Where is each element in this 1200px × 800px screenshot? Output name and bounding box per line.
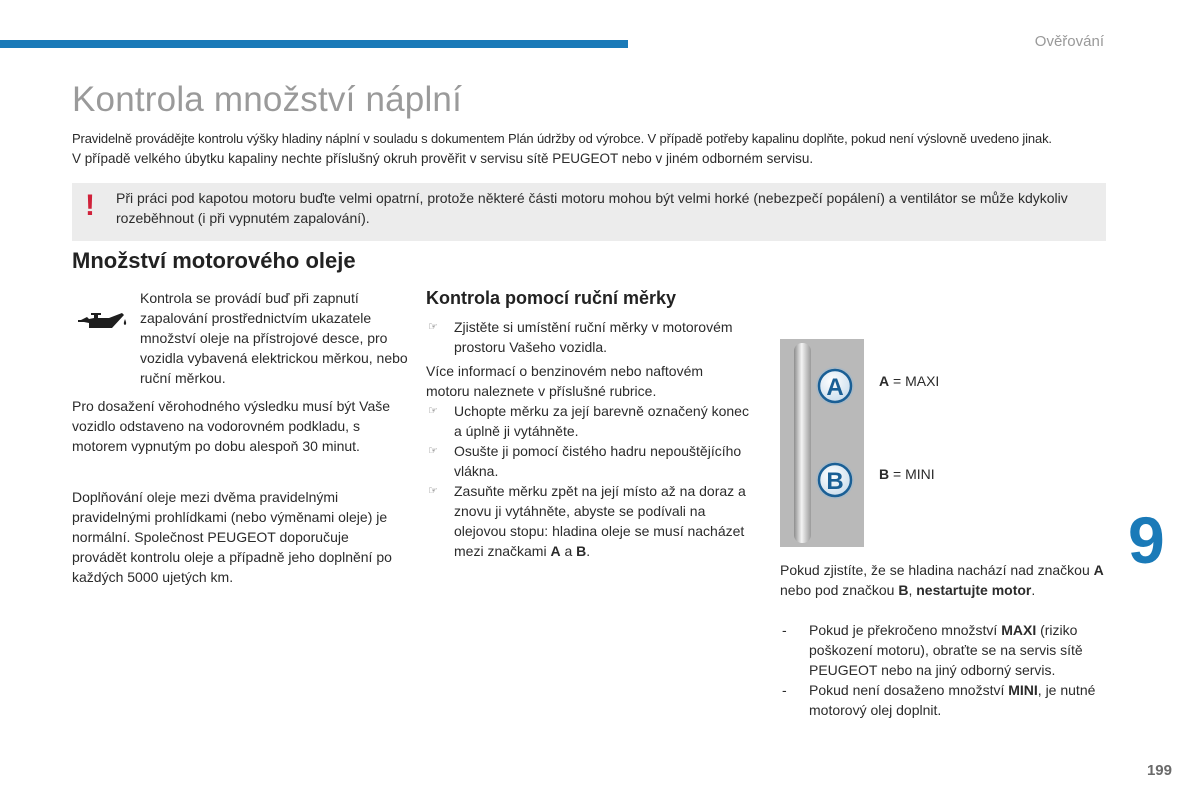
step-text: Zjistěte si umístění ruční měrky v motorovém prostoru Vašeho vozidla. <box>454 319 733 355</box>
dipstick-info-paragraph: Více informací o benzinovém nebo naftovém motoru naleznete v příslušné rubrice. <box>426 363 704 399</box>
list-item <box>780 680 1110 720</box>
oil-paragraph-3: Doplňování oleje mezi dvěma pravidelnými pravidelnými prohlídkami (nebo výměnami oleje) je normální. Společnost PEUGEOT doporučuje provádět kontrolu oleje a případně jeho doplnění po každých 5000 ujetých km. <box>72 489 392 585</box>
list-item <box>426 441 756 481</box>
dipstick-steps-list-2 <box>426 401 756 561</box>
step-text: Osušte ji pomocí čistého hadru nepouštějícího vlákna. <box>454 443 742 479</box>
list-item <box>426 481 756 561</box>
list-item <box>426 401 756 441</box>
step-text: Uchopte měrku za její barevně označený konec a úplně ji vytáhněte. <box>454 403 749 439</box>
dash-marker: - <box>782 682 787 698</box>
label-mini: B = MINI <box>879 466 935 482</box>
intro-line-1: Pravidelně provádějte kontrolu výšky hladiny náplní v souladu s dokumentem Plán údržby od výrobce. V případě potřeby kapalinu doplňte, pokud není výslovně uvedeno jinak. <box>72 131 1052 146</box>
pointing-hand-icon: ☞ <box>428 405 438 417</box>
chapter-number: 9 <box>1128 503 1165 577</box>
dipstick-drawing <box>780 339 864 547</box>
label-maxi: A = MAXI <box>879 373 940 389</box>
oil-paragraph-2: Pro dosažení věrohodného výsledku musí být Vaše vozidlo odstaveno na vodorovném podkladu, s motorem vypnutým po dobu alespoň 30 minut. <box>72 398 391 454</box>
list-item <box>780 620 1110 680</box>
pointing-hand-icon: ☞ <box>428 485 438 497</box>
warning-text: Při práci pod kapotou motoru buďte velmi opatrní, protože některé části motoru mohou být velmi horké (nebezpečí popálení) a ventilátor se může kdykoliv rozeběhnout (i při vypnutém zapalování). <box>116 190 1068 226</box>
list-item <box>426 317 756 357</box>
warning-icon: ! <box>85 189 95 222</box>
warning-box <box>72 183 1106 241</box>
dipstick-section-heading: Kontrola pomocí ruční měrky <box>426 288 677 308</box>
dipstick-steps-list-1 <box>426 317 756 357</box>
oil-can-icon <box>76 306 130 334</box>
level-dash-list <box>780 620 1110 720</box>
level-paragraph: Pokud zjistíte, že se hladina nachází nad značkou A nebo pod značkou B, nestartujte motor. <box>780 562 1104 598</box>
mark-b-badge <box>816 461 854 499</box>
header-accent-bar <box>0 40 628 48</box>
oil-section-heading: Množství motorového oleje <box>72 248 356 273</box>
dash-marker: - <box>782 622 787 638</box>
intro-line-2: V případě velkého úbytku kapaliny nechte příslušný okruh prověřit v servisu sítě PEUGEOT nebo v jiném odborném servisu. <box>72 151 814 166</box>
pointing-hand-icon: ☞ <box>428 321 438 333</box>
svg-text:B: B <box>826 468 844 495</box>
dipstick-illustration <box>780 339 864 547</box>
oil-paragraph-1: Kontrola se provádí buď při zapnutí zapalování prostřednictvím ukazatele množství oleje na přístrojové desce, pro vozidla vybavená elektrickou měrkou, nebo ruční měrkou. <box>140 290 408 386</box>
mark-a-badge <box>816 367 854 405</box>
page-title: Kontrola množství náplní <box>72 80 463 119</box>
pointing-hand-icon: ☞ <box>428 445 438 457</box>
item-text: Pokud není dosaženo množství MINI, je nutné motorový olej doplnit. <box>809 682 1096 718</box>
section-label: Ověřování <box>1034 33 1104 50</box>
svg-text:A: A <box>826 374 844 401</box>
page-number: 199 <box>1146 762 1172 779</box>
step-text: Zasuňte měrku zpět na její místo až na doraz a znovu ji vytáhněte, abyste se podívali na olejovou stopu: hladina oleje se musí nacházet mezi značkami A a B. <box>454 483 746 559</box>
item-text: Pokud je překročeno množství MAXI (riziko poškození motoru), obraťte se na servis sítě PEUGEOT nebo na jiný odborný servis. <box>809 622 1083 678</box>
